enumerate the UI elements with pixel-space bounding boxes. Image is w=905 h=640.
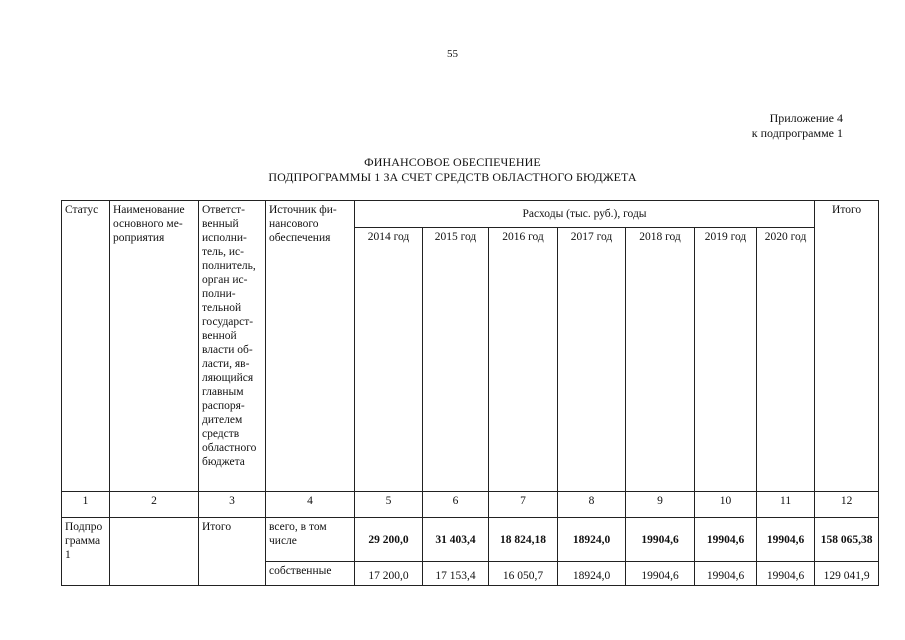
row-name: [110, 518, 199, 586]
value-total: 129 041,9: [815, 562, 879, 586]
value-2019: 19904,6: [695, 518, 757, 562]
value-2017: 18924,0: [558, 562, 626, 586]
row-status: Подпро грамма 1: [62, 518, 110, 586]
col-number: 8: [558, 492, 626, 518]
col-number: 6: [423, 492, 489, 518]
header-row-1: [62, 201, 879, 228]
header-year-2015: 2015 год: [423, 228, 489, 492]
value-2016: 16 050,7: [489, 562, 558, 586]
value-2015: 31 403,4: [423, 518, 489, 562]
table-row-total: [62, 518, 879, 562]
value-2018: 19904,6: [626, 518, 695, 562]
appendix-line-2: к подпрограмме 1: [751, 126, 843, 140]
page-number: 55: [447, 48, 458, 60]
header-source: Источник фи-нансового обеспечения: [266, 201, 355, 492]
title-line-2: ПОДПРОГРАММЫ 1 ЗА СЧЕТ СРЕДСТВ ОБЛАСТНОГО БЮДЖЕТА: [268, 170, 637, 184]
col-number: 12: [815, 492, 879, 518]
col-number: 5: [355, 492, 423, 518]
value-2017: 18924,0: [558, 518, 626, 562]
header-year-2020: 2020 год: [757, 228, 815, 492]
financing-table: [61, 200, 879, 586]
value-2015: 17 153,4: [423, 562, 489, 586]
col-number: 7: [489, 492, 558, 518]
col-number: 3: [199, 492, 266, 518]
appendix-note: [752, 111, 843, 141]
header-year-2018: 2018 год: [626, 228, 695, 492]
header-executor: Ответст-венный исполни-тель, ис-полнитель, орган ис-полни-тельной государст-венной власти об-ласти, яв-ляющийся главным распоря-дителем средств областного бюджета: [199, 201, 266, 492]
value-2014: 29 200,0: [355, 518, 423, 562]
value-2018: 19904,6: [626, 562, 695, 586]
row-executor: Итого: [199, 518, 266, 586]
value-2020: 19904,6: [757, 562, 815, 586]
value-2019: 19904,6: [695, 562, 757, 586]
col-number: 4: [266, 492, 355, 518]
col-number: 11: [757, 492, 815, 518]
title-line-1: ФИНАНСОВОЕ ОБЕСПЕЧЕНИЕ: [364, 155, 541, 169]
row-source: всего, в том числе: [266, 518, 355, 562]
header-year-2014: 2014 год: [355, 228, 423, 492]
header-status: Статус: [62, 201, 110, 492]
header-year-2019: 2019 год: [695, 228, 757, 492]
appendix-line-1: Приложение 4: [769, 111, 843, 125]
column-number-row: [62, 492, 879, 518]
col-number: 1: [62, 492, 110, 518]
header-expenses: Расходы (тыс. руб.), годы: [355, 201, 815, 228]
header-name: Наименование основного ме-роприятия: [110, 201, 199, 492]
row-source: собственные: [266, 562, 355, 586]
value-2016: 18 824,18: [489, 518, 558, 562]
col-number: 2: [110, 492, 199, 518]
col-number: 10: [695, 492, 757, 518]
col-number: 9: [626, 492, 695, 518]
document-title: [0, 155, 905, 185]
value-2014: 17 200,0: [355, 562, 423, 586]
value-2020: 19904,6: [757, 518, 815, 562]
value-total: 158 065,38: [815, 518, 879, 562]
header-year-2017: 2017 год: [558, 228, 626, 492]
header-year-2016: 2016 год: [489, 228, 558, 492]
header-total: Итого: [815, 201, 879, 492]
